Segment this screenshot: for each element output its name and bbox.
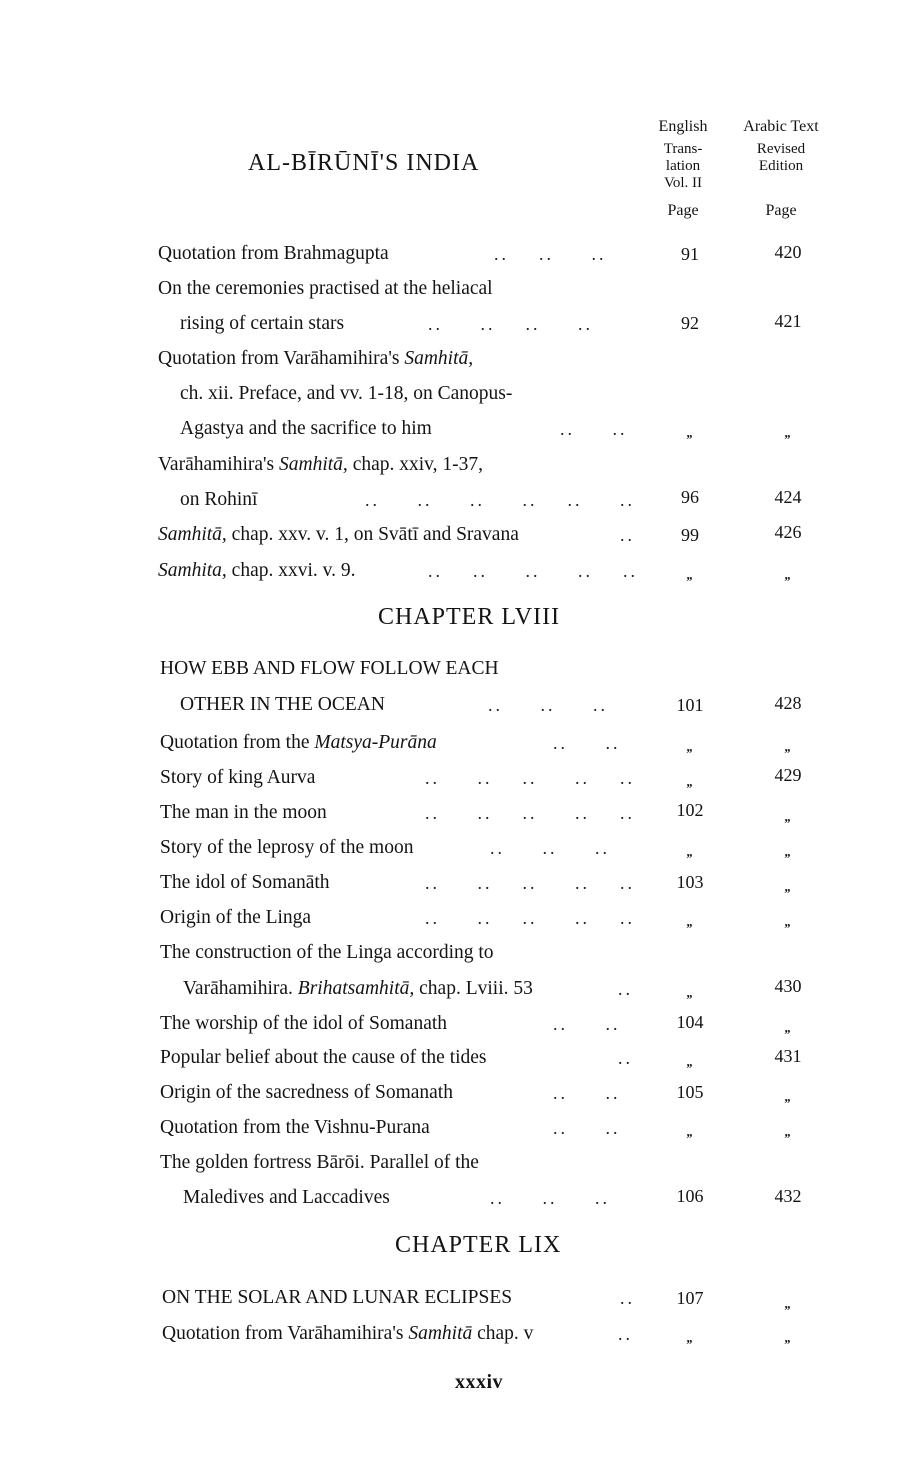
column-header-arabic-page: Page <box>765 202 797 219</box>
page-number-arabic: 429 <box>774 765 802 785</box>
toc-entry-text <box>158 347 473 371</box>
leader-dots: .. .. .. <box>488 695 608 715</box>
ditto-mark-english: „ <box>686 425 694 440</box>
ditto-mark-english: „ <box>686 1330 694 1345</box>
toc-entry-part: Quotation from the <box>160 732 315 753</box>
toc-entry-italic: Brihatsamhitā, <box>297 978 415 999</box>
leader-dots: .. .. .. .. .. <box>428 561 638 581</box>
column-header-english <box>648 118 718 219</box>
toc-entry-text: Quotation from the Vishnu-Purana <box>160 1117 430 1138</box>
ditto-mark-arabic: „ <box>784 844 792 859</box>
toc-entry-text: ON THE SOLAR AND LUNAR ECLIPSES <box>162 1287 513 1308</box>
ditto-mark-english: „ <box>686 914 694 929</box>
toc-entry-text: Quotation from Brahmagupta <box>158 243 389 264</box>
ditto-mark-arabic: „ <box>784 914 792 929</box>
toc-entry-text: Maledives and Laccadives <box>183 1187 390 1208</box>
leader-dots: .. .. .. .. .. .. <box>365 490 635 510</box>
page-number-english: 105 <box>676 1082 704 1102</box>
toc-entry-italic: Samhitā, <box>404 348 474 369</box>
ditto-mark-english: „ <box>686 985 694 1000</box>
ditto-mark-english: „ <box>686 567 694 582</box>
book-title: AL-BĪRŪNĪ'S INDIA <box>248 150 480 176</box>
leader-dots: .. .. .. .. <box>428 314 593 334</box>
page-number-english: 91 <box>681 244 699 264</box>
ditto-mark-arabic: „ <box>784 1124 792 1139</box>
toc-entry-text: The idol of Somanāth <box>160 872 330 893</box>
page-number-english: 107 <box>676 1288 704 1308</box>
page-number-english: 102 <box>676 800 704 820</box>
toc-entry-part: chap. xxiv, 1-37, <box>347 454 484 475</box>
toc-entry-text: Agastya and the sacrifice to him <box>180 418 432 439</box>
toc-entry-italic: Samhitā, <box>279 454 348 475</box>
column-header-english-line: Vol. II <box>663 175 703 191</box>
toc-entry-text: OTHER IN THE OCEAN <box>180 694 385 715</box>
page-number-arabic: 421 <box>774 311 802 331</box>
page-number-english: 99 <box>681 525 699 545</box>
toc-entry-text: rising of certain stars <box>180 313 345 334</box>
toc-entry-text <box>162 1322 533 1346</box>
ditto-mark-arabic: „ <box>784 567 792 582</box>
leader-dots: .. .. .. <box>490 1188 610 1208</box>
leader-dots: .. .. <box>553 1014 621 1034</box>
leader-dots: .. .. <box>553 733 621 753</box>
toc-entry-text: Story of king Aurva <box>160 767 316 788</box>
leader-dots: .. .. .. <box>494 244 607 264</box>
column-header-arabic-top: Arabic Text <box>743 118 819 135</box>
leader-dots: .. .. .. .. .. <box>425 803 635 823</box>
leader-dots: .. <box>620 525 635 545</box>
ditto-mark-arabic: „ <box>784 1020 792 1035</box>
chapter-heading: CHAPTER LIX <box>395 1232 562 1258</box>
toc-entry-text: On the ceremonies practised at the heliacal <box>158 278 493 299</box>
page-number-english: 104 <box>676 1012 704 1032</box>
toc-entry-part: chap. Lviii. 53 <box>414 978 533 999</box>
column-header-english-page: Page <box>667 202 699 219</box>
leader-dots: .. .. .. .. .. <box>425 908 635 928</box>
toc-entry-part: chap. v <box>472 1323 534 1344</box>
ditto-mark-english: „ <box>686 1124 694 1139</box>
leader-dots: .. .. <box>553 1083 621 1103</box>
toc-entry-text <box>158 523 519 547</box>
toc-entry-text: Origin of the Linga <box>160 907 312 928</box>
leader-dots: .. .. .. .. .. <box>425 768 635 788</box>
ditto-mark-arabic: „ <box>784 739 792 754</box>
page-number-arabic: 424 <box>774 487 802 507</box>
ditto-mark-arabic: „ <box>784 425 792 440</box>
page-number-arabic: 430 <box>774 976 802 996</box>
leader-dots: .. <box>620 1288 635 1308</box>
toc-entry-text: The man in the moon <box>160 802 327 823</box>
page-folio: xxxiv <box>455 1371 504 1393</box>
toc-entry-italic: Matsya-Purāna <box>314 732 437 753</box>
ditto-mark-arabic: „ <box>784 1089 792 1104</box>
leader-dots: .. .. <box>553 1118 621 1138</box>
toc-entry-italic: Samhitā, <box>158 524 227 545</box>
toc-entry-text: The worship of the idol of Somanath <box>160 1013 448 1034</box>
page-number-arabic: 426 <box>774 522 802 542</box>
leader-dots: .. .. .. <box>490 838 610 858</box>
page-number-arabic: 420 <box>774 242 802 262</box>
toc-entry-text <box>160 731 437 755</box>
toc-entry-text: Story of the leprosy of the moon <box>160 837 414 858</box>
leader-dots: .. <box>618 979 633 999</box>
ditto-mark-arabic: „ <box>784 1330 792 1345</box>
toc-entry-italic: Samhitā <box>408 1323 473 1344</box>
toc-entry-text: on Rohinī <box>180 489 258 510</box>
ditto-mark-english: „ <box>686 1054 694 1069</box>
toc-entry-part: chap. xxv. v. 1, on Svātī and Sravana <box>226 524 519 545</box>
column-header-arabic-line: Edition <box>758 158 804 174</box>
toc-entry-text: Origin of the sacredness of Somanath <box>160 1082 453 1103</box>
column-header-english-top: English <box>658 118 708 135</box>
column-header-english-line: Trans- <box>663 141 703 157</box>
toc-entry-text: The golden fortress Bārōi. Parallel of the <box>160 1152 479 1173</box>
toc-entry-part: chap. xxvi. v. 9. <box>226 560 356 581</box>
toc-entry-text: Popular belief about the cause of the tides <box>160 1047 487 1068</box>
ditto-mark-arabic: „ <box>784 1296 792 1311</box>
page-number-arabic: 432 <box>774 1186 802 1206</box>
column-header-arabic-line: Revised <box>756 141 806 157</box>
page-number-english: 92 <box>681 313 699 333</box>
toc-entry-text: The construction of the Linga according to <box>160 942 494 963</box>
leader-dots: .. .. <box>560 419 628 439</box>
toc-entry-part: Varāhamihira's <box>158 454 280 475</box>
column-header-english-line: lation <box>665 158 701 174</box>
toc-entry-text <box>183 977 533 1001</box>
page-number-english: 96 <box>681 487 699 507</box>
page-number-english: 106 <box>676 1186 704 1206</box>
chapter-heading: CHAPTER LVIII <box>378 604 561 630</box>
leader-dots: .. <box>618 1324 633 1344</box>
leader-dots: .. <box>618 1048 633 1068</box>
toc-entry-part: Varāhamihira. <box>183 978 298 999</box>
ditto-mark-english: „ <box>686 844 694 859</box>
page-number-english: 101 <box>676 695 704 715</box>
ditto-mark-english: „ <box>686 739 694 754</box>
toc-entry-part: Quotation from Varāhamihira's <box>162 1323 409 1344</box>
toc-entry-text <box>158 559 356 583</box>
page-number-arabic: 431 <box>774 1046 802 1066</box>
toc-entry-italic: Samhita, <box>158 560 227 581</box>
ditto-mark-arabic: „ <box>784 879 792 894</box>
toc-entry-part: Quotation from Varāhamihira's <box>158 348 405 369</box>
toc-entry-text: ch. xii. Preface, and vv. 1-18, on Canopus- <box>180 383 513 404</box>
toc-entry-text: HOW EBB AND FLOW FOLLOW EACH <box>160 658 499 679</box>
toc-entry-text <box>158 453 483 477</box>
ditto-mark-arabic: „ <box>784 809 792 824</box>
column-header-arabic <box>726 118 836 219</box>
page-number-english: 103 <box>676 872 704 892</box>
page-number-arabic: 428 <box>774 693 802 713</box>
ditto-mark-english: „ <box>686 774 694 789</box>
leader-dots: .. .. .. .. .. <box>425 873 635 893</box>
